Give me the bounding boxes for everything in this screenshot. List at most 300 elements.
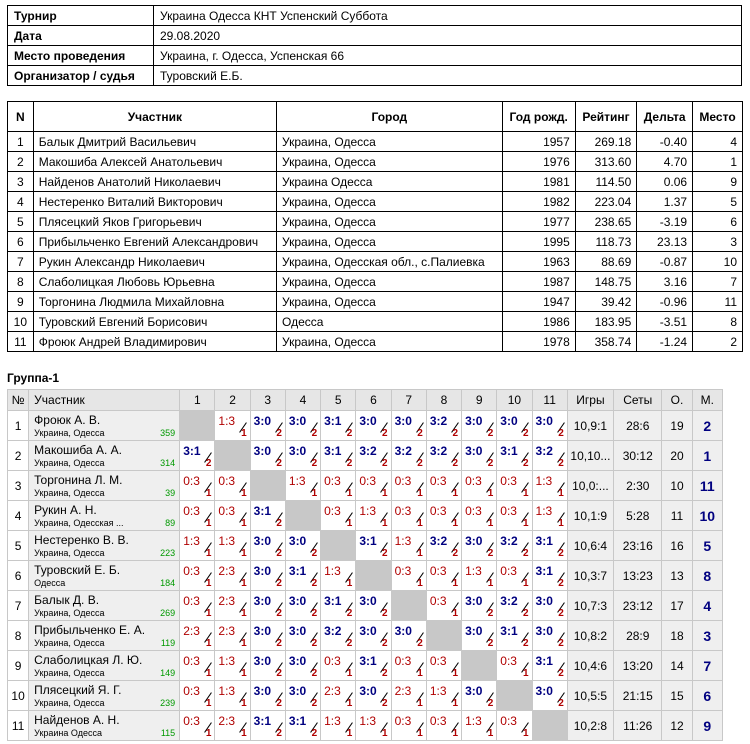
participant-name: Рукин А. Н.	[34, 503, 97, 517]
table-cell: 1	[8, 132, 34, 152]
match-score: 3:0	[465, 534, 483, 548]
participant-rating: 269	[160, 608, 176, 618]
match-result-cell	[321, 711, 356, 741]
match-score: 3:0	[465, 444, 483, 458]
match-score: 1:3	[324, 714, 341, 728]
match-score: 1:3	[394, 534, 412, 548]
match-points: 2	[311, 458, 318, 469]
match-points: 2	[558, 698, 564, 709]
table-cell: 183.95	[575, 312, 637, 332]
match-result-cell	[356, 531, 391, 561]
table-cell: 8	[693, 312, 743, 332]
match-points: 1	[241, 728, 247, 739]
match-result	[215, 621, 249, 650]
match-result-cell	[215, 471, 250, 501]
match-points: 1	[241, 518, 247, 529]
match-score: 0:3	[183, 654, 200, 668]
match-result	[251, 681, 285, 710]
match-points: 1	[346, 668, 353, 679]
match-points: 2	[487, 428, 494, 439]
match-score: 2:3	[218, 624, 236, 638]
match-result-cell	[250, 711, 285, 741]
match-result	[321, 591, 355, 620]
sets-cell: 11:26	[614, 711, 662, 741]
match-points: 2	[452, 428, 459, 439]
diagonal-cell	[462, 651, 497, 681]
table-cell: -1.24	[637, 332, 693, 352]
match-result	[497, 561, 531, 590]
table-cell: 10	[8, 312, 34, 332]
points-cell: 17	[662, 591, 692, 621]
match-score: 0:3	[183, 684, 200, 698]
place-cell: 8	[692, 561, 722, 591]
match-points: 1	[205, 518, 212, 529]
match-result-cell	[426, 651, 461, 681]
match-result	[497, 591, 531, 620]
match-result-cell	[285, 531, 320, 561]
match-result	[427, 471, 461, 500]
place-cell: 3	[692, 621, 722, 651]
match-result-cell	[356, 411, 391, 441]
match-points: 2	[311, 728, 318, 739]
match-result	[321, 441, 355, 470]
table-cell: 148.75	[575, 272, 637, 292]
participant-rating: 149	[160, 668, 176, 678]
match-result-cell	[356, 501, 391, 531]
match-result	[533, 411, 567, 440]
match-result	[286, 471, 320, 500]
match-result	[215, 651, 249, 680]
participant-rating: 359	[160, 428, 176, 438]
match-result	[251, 531, 285, 560]
crosstable-row	[8, 531, 723, 561]
info-row	[8, 6, 742, 26]
match-points: 1	[241, 548, 247, 559]
table-cell: 23.13	[637, 232, 693, 252]
match-points: 2	[311, 668, 318, 679]
match-result	[180, 441, 214, 470]
match-score: 0:3	[218, 504, 236, 518]
match-score: 3:2	[535, 444, 553, 458]
table-cell: -0.87	[637, 252, 693, 272]
match-points: 1	[346, 728, 353, 739]
match-result	[427, 441, 461, 470]
participant-city: Украина, Одесса	[34, 638, 105, 648]
match-score: 3:0	[394, 414, 412, 428]
match-score: 3:0	[253, 684, 271, 698]
match-result-cell	[356, 621, 391, 651]
table-cell: 238.65	[575, 212, 637, 232]
participant-cell	[29, 711, 180, 741]
match-result	[356, 531, 390, 560]
match-result	[427, 411, 461, 440]
diagonal-cell	[215, 441, 250, 471]
match-score: 3:1	[253, 714, 271, 728]
participant-rating: 239	[160, 698, 176, 708]
match-score: 3:0	[288, 624, 307, 638]
info-key: Турнир	[8, 6, 154, 26]
table-cell: 6	[693, 212, 743, 232]
match-result	[497, 711, 531, 740]
table-cell: Фроюк Андрей Владимирович	[33, 332, 276, 352]
match-score: 0:3	[429, 714, 447, 728]
table-cell: Прибыльченко Евгений Александрович	[33, 232, 276, 252]
games-cell: 10,10...	[567, 441, 613, 471]
match-points: 2	[522, 608, 529, 619]
match-result	[462, 531, 496, 560]
table-cell: Слаболицкая Любовь Юрьевна	[33, 272, 276, 292]
match-points: 2	[276, 518, 282, 529]
match-result	[180, 711, 214, 740]
crosstable	[7, 389, 723, 741]
table-row	[8, 272, 743, 292]
match-result	[321, 681, 355, 710]
match-points: 2	[522, 428, 529, 439]
table-row	[8, 212, 743, 232]
match-score: 3:0	[253, 534, 271, 548]
match-result	[321, 621, 355, 650]
crosstable-row	[8, 501, 723, 531]
match-result-cell	[285, 711, 320, 741]
match-result	[180, 471, 214, 500]
match-points: 1	[311, 488, 318, 499]
match-score: 3:1	[535, 534, 553, 548]
match-points: 2	[311, 698, 318, 709]
match-score: 0:3	[324, 474, 341, 488]
points-cell: 16	[662, 531, 692, 561]
match-score: 1:3	[359, 714, 377, 728]
match-points: 2	[558, 428, 564, 439]
match-score: 2:3	[218, 564, 236, 578]
match-result-cell	[497, 531, 532, 561]
match-points: 2	[558, 608, 564, 619]
column-header: 3	[250, 390, 285, 411]
match-result-cell	[321, 471, 356, 501]
match-result-cell	[462, 501, 497, 531]
table-cell: 4.70	[637, 152, 693, 172]
table-cell: -3.51	[637, 312, 693, 332]
diagonal-cell	[497, 681, 532, 711]
match-points: 2	[346, 428, 353, 439]
match-result	[462, 711, 496, 740]
table-cell: 1978	[502, 332, 575, 352]
match-result-cell	[321, 441, 356, 471]
table-cell: Плясецкий Яков Григорьевич	[33, 212, 276, 232]
participant-cell	[29, 681, 180, 711]
column-header: Город	[277, 102, 503, 132]
table-cell: 8	[8, 272, 34, 292]
match-score: 3:0	[500, 414, 518, 428]
diagonal-cell	[532, 711, 567, 741]
match-result-cell	[497, 501, 532, 531]
table-cell: Украина, Одесса	[277, 212, 503, 232]
match-points: 2	[276, 578, 282, 589]
match-result-cell	[250, 501, 285, 531]
match-score: 3:1	[324, 594, 342, 608]
games-cell: 10,3:7	[567, 561, 613, 591]
match-points: 1	[417, 728, 423, 739]
match-score: 0:3	[183, 474, 200, 488]
table-cell: 269.18	[575, 132, 637, 152]
table-row	[8, 132, 743, 152]
games-cell: 10,8:2	[567, 621, 613, 651]
match-points: 1	[241, 698, 247, 709]
match-result	[251, 621, 285, 650]
match-result	[356, 411, 390, 440]
table-cell: Украина, Одесса	[277, 232, 503, 252]
match-score: 2:3	[218, 714, 236, 728]
match-result-cell	[532, 621, 567, 651]
diagonal-cell	[321, 531, 356, 561]
crosstable-row	[8, 471, 723, 501]
match-points: 2	[382, 458, 388, 469]
match-result-cell	[250, 411, 285, 441]
match-result-cell	[532, 681, 567, 711]
games-cell: 10,6:4	[567, 531, 613, 561]
match-score: 0:3	[429, 474, 447, 488]
match-score: 3:0	[288, 654, 307, 668]
match-result	[180, 501, 214, 530]
match-result	[180, 561, 214, 590]
table-cell: Макошиба Алексей Анатольевич	[33, 152, 276, 172]
match-result	[321, 651, 355, 680]
games-cell: 10,1:9	[567, 501, 613, 531]
match-score: 0:3	[500, 654, 517, 668]
table-cell: 358.74	[575, 332, 637, 352]
match-result-cell	[180, 651, 215, 681]
match-points: 1	[382, 518, 388, 529]
table-cell: 313.60	[575, 152, 637, 172]
match-points: 2	[487, 698, 494, 709]
info-row	[8, 26, 742, 46]
match-points: 1	[241, 578, 247, 589]
match-score: 0:3	[429, 504, 447, 518]
match-result-cell	[532, 561, 567, 591]
points-cell: 14	[662, 651, 692, 681]
match-result	[321, 561, 355, 590]
match-points: 1	[241, 608, 247, 619]
participants-table	[7, 101, 743, 352]
match-result	[497, 471, 531, 500]
table-cell: 1.37	[637, 192, 693, 212]
participant-cell	[29, 531, 180, 561]
match-result-cell	[180, 471, 215, 501]
match-result	[427, 531, 461, 560]
match-result-cell	[321, 681, 356, 711]
match-score: 1:3	[218, 414, 236, 428]
match-result-cell	[426, 681, 461, 711]
match-score: 3:0	[465, 624, 483, 638]
match-result-cell	[356, 651, 391, 681]
match-result	[321, 501, 355, 530]
match-points: 1	[522, 578, 529, 589]
games-cell: 10,5:5	[567, 681, 613, 711]
participant-rating: 314	[160, 458, 176, 468]
match-result	[286, 591, 320, 620]
match-result	[462, 591, 496, 620]
match-result-cell	[462, 711, 497, 741]
match-points: 1	[346, 698, 353, 709]
match-score: 1:3	[535, 474, 553, 488]
match-result-cell	[180, 591, 215, 621]
match-result	[180, 651, 214, 680]
match-score: 0:3	[394, 654, 412, 668]
match-result-cell	[356, 471, 391, 501]
match-score: 3:0	[253, 414, 271, 428]
table-cell: 1986	[502, 312, 575, 332]
row-number: 5	[8, 531, 29, 561]
match-result	[497, 411, 531, 440]
diagonal-cell	[250, 471, 285, 501]
match-result	[392, 471, 426, 500]
table-cell: 223.04	[575, 192, 637, 212]
match-points: 2	[382, 428, 388, 439]
match-result-cell	[215, 411, 250, 441]
diagonal-cell	[391, 591, 426, 621]
info-value: Украина, г. Одесса, Успенская 66	[154, 46, 742, 66]
match-result-cell	[462, 621, 497, 651]
diagonal-cell	[285, 501, 320, 531]
place-cell: 4	[692, 591, 722, 621]
match-score: 0:3	[183, 504, 200, 518]
match-score: 3:0	[359, 684, 377, 698]
match-result	[533, 531, 567, 560]
participant-rating: 39	[165, 488, 176, 498]
match-result	[251, 591, 285, 620]
place-cell: 2	[692, 411, 722, 441]
match-score: 3:0	[359, 594, 377, 608]
table-cell: 1963	[502, 252, 575, 272]
match-score: 3:0	[288, 684, 307, 698]
place-cell: 5	[692, 531, 722, 561]
match-result-cell	[532, 411, 567, 441]
table-row	[8, 312, 743, 332]
points-cell: 19	[662, 411, 692, 441]
match-score: 0:3	[429, 564, 447, 578]
match-score: 3:2	[429, 534, 448, 548]
match-result-cell	[321, 651, 356, 681]
match-score: 1:3	[535, 504, 553, 518]
table-cell: 114.50	[575, 172, 637, 192]
match-result-cell	[391, 411, 426, 441]
match-score: 0:3	[500, 564, 517, 578]
match-result-cell	[462, 591, 497, 621]
match-points: 1	[487, 488, 494, 499]
match-result-cell	[215, 531, 250, 561]
match-result-cell	[180, 561, 215, 591]
match-points: 2	[382, 608, 388, 619]
row-number: 3	[8, 471, 29, 501]
match-points: 1	[487, 728, 494, 739]
match-points: 2	[311, 578, 318, 589]
match-score: 2:3	[183, 624, 200, 638]
match-result-cell	[497, 651, 532, 681]
match-points: 1	[522, 668, 529, 679]
match-points: 2	[205, 458, 212, 469]
row-number: 11	[8, 711, 29, 741]
table-cell: 7	[8, 252, 34, 272]
match-result	[251, 411, 285, 440]
match-score: 0:3	[359, 474, 377, 488]
table-row	[8, 252, 743, 272]
table-cell: Торгонина Людмила Михайловна	[33, 292, 276, 312]
match-result-cell	[426, 711, 461, 741]
participant-cell	[29, 651, 180, 681]
column-header: О.	[662, 390, 692, 411]
match-result	[215, 501, 249, 530]
match-score: 3:2	[500, 534, 518, 548]
match-result	[215, 711, 249, 740]
column-header: 9	[462, 390, 497, 411]
match-points: 1	[241, 638, 247, 649]
match-points: 1	[417, 578, 423, 589]
match-result	[497, 441, 531, 470]
match-score: 1:3	[324, 564, 341, 578]
table-cell: 1982	[502, 192, 575, 212]
match-points: 2	[311, 428, 318, 439]
diagonal-cell	[180, 411, 215, 441]
column-header: N	[8, 102, 34, 132]
match-score: 3:0	[288, 444, 307, 458]
column-header: Место	[693, 102, 743, 132]
match-result	[286, 531, 320, 560]
match-result-cell	[462, 471, 497, 501]
column-header: 1	[180, 390, 215, 411]
match-result	[356, 471, 390, 500]
table-cell: 5	[8, 212, 34, 232]
match-result	[356, 591, 390, 620]
match-result	[180, 681, 214, 710]
match-points: 2	[276, 458, 282, 469]
match-result	[462, 561, 496, 590]
column-header: 4	[285, 390, 320, 411]
table-row	[8, 152, 743, 172]
match-points: 2	[382, 638, 388, 649]
match-result	[462, 621, 496, 650]
match-points: 2	[382, 548, 388, 559]
table-cell: 4	[693, 132, 743, 152]
match-score: 3:0	[359, 414, 377, 428]
match-result	[392, 561, 426, 590]
games-cell: 10,7:3	[567, 591, 613, 621]
match-result-cell	[391, 501, 426, 531]
table-cell: 1995	[502, 232, 575, 252]
row-number: 2	[8, 441, 29, 471]
match-result-cell	[462, 681, 497, 711]
table-cell: 6	[8, 232, 34, 252]
match-result-cell	[180, 501, 215, 531]
match-result	[462, 441, 496, 470]
match-result-cell	[462, 561, 497, 591]
match-result-cell	[532, 651, 567, 681]
match-result	[286, 651, 320, 680]
row-number: 9	[8, 651, 29, 681]
match-points: 2	[452, 548, 459, 559]
match-points: 1	[452, 728, 459, 739]
participant-name: Прибыльченко Е. А.	[34, 623, 146, 637]
match-result	[392, 621, 426, 650]
crosstable-row	[8, 711, 723, 741]
sets-cell: 13:20	[614, 651, 662, 681]
match-result	[215, 681, 249, 710]
match-points: 2	[522, 458, 529, 469]
match-result	[497, 531, 531, 560]
match-result-cell	[285, 621, 320, 651]
match-score: 3:1	[288, 564, 307, 578]
match-points: 2	[276, 728, 282, 739]
table-cell: Украина, Одесса	[277, 272, 503, 292]
match-result-cell	[391, 681, 426, 711]
